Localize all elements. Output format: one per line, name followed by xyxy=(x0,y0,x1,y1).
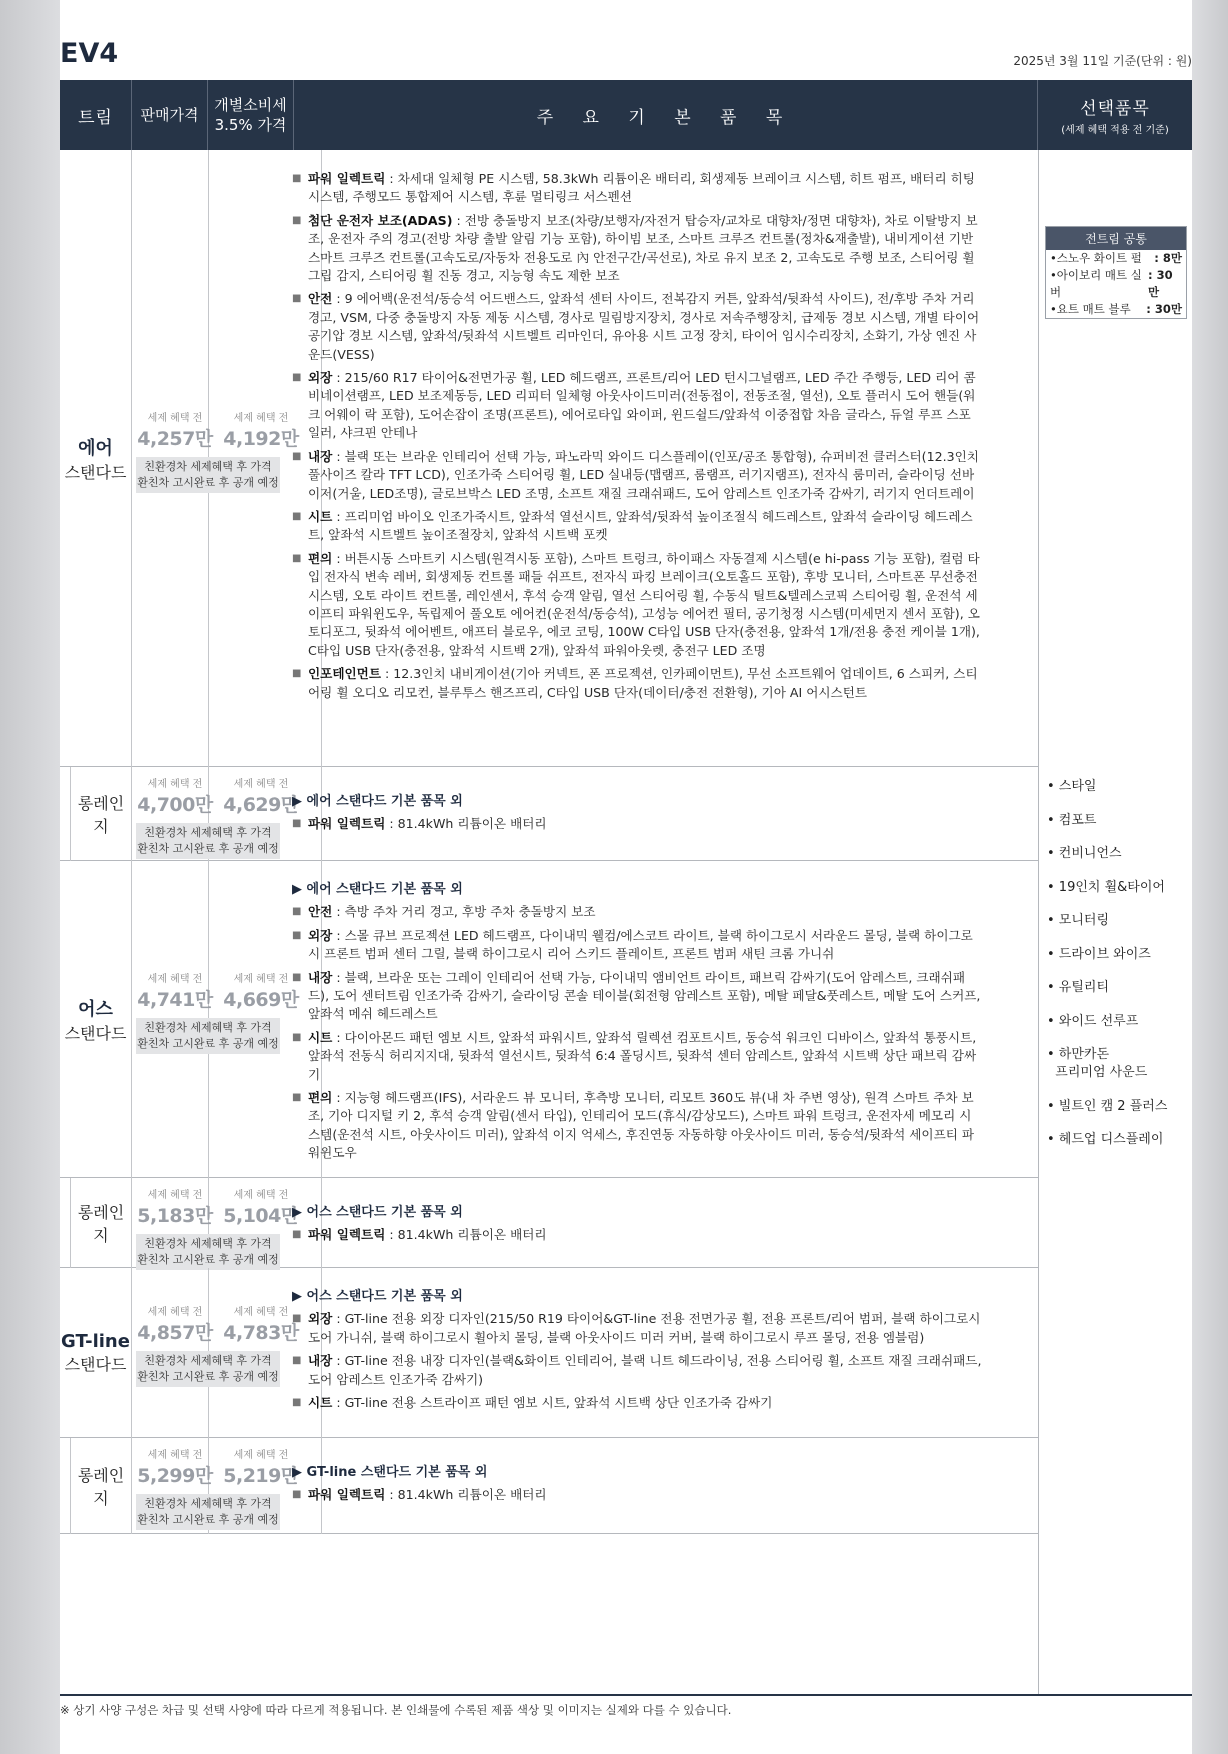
trim-name xyxy=(60,1268,132,1438)
trim-row xyxy=(60,1178,1038,1268)
tax-price-value: 4,629만 xyxy=(223,794,299,816)
price-value: 4,700만 xyxy=(137,794,213,816)
tax-price-value: 5,219만 xyxy=(223,1465,299,1487)
feature-detail: : 프리미엄 바이오 인조가죽시트, 앞좌석 열선시트, 앞좌석/뒷좌석 높이조절식 헤드레스트, 앞좌석 슬라이딩 헤드레스트, 앞좌석 시트벨트 높이조절장치, 앞좌석 시트백 포켓 xyxy=(308,508,973,543)
note-line: 친환경차 세제혜택 후 가격 xyxy=(144,1497,272,1510)
option-package: • 19인치 휠&타이어 xyxy=(1047,879,1165,895)
price-value: 5,183만 xyxy=(137,1205,213,1227)
option-list xyxy=(1047,778,1167,1165)
feature-detail: : 블랙, 브라운 또는 그레이 인테리어 선택 가능, 다이내믹 앰비언트 라이트, 패브릭 감싸기(도어 암레스트, 크래쉬패드), 도어 센터트림 인조가죽 감싸기, 슬라이딩 콘솔 테이블(회전형 암레스트 포함), 메탈 페달&풋레스트, 메탈 도어 스커프, 앞좌석 메쉬 헤드레스트 xyxy=(308,969,981,1022)
common-options-title: 전트림 공통 xyxy=(1046,227,1186,250)
price-label: 세제 혜택 전 xyxy=(147,974,203,985)
note-line: 친환경차 세제혜택 후 가격 xyxy=(144,1354,272,1367)
feature-category: 외장 xyxy=(308,370,333,386)
price-before-tax xyxy=(132,1303,218,1345)
option-package: • 하만카돈 프리미엄 사운드 xyxy=(1047,1047,1148,1080)
feature-detail: : 12.3인치 내비게이션(기아 커넥트, 폰 프로젝션, 인카페이먼트), 무선 소프트웨어 업데이트, 6 스피커, 스티어링 휠 오디오 리모컨, 블루투스 핸즈프리, C타입 USB 단자(데이터/충전 전환형), 기아 AI 어시스턴트 xyxy=(308,666,978,700)
feature-item xyxy=(292,1226,982,1244)
trim-row xyxy=(60,1438,1038,1534)
note-line: 환친차 고시완료 후 공개 예정 xyxy=(137,1253,279,1266)
price-label: 세제 혜택 전 xyxy=(147,779,203,790)
header-options: 선택품목 (세제 혜택 적용 전 기준) xyxy=(1061,99,1169,136)
note-line: 환친차 고시완료 후 공개 예정 xyxy=(137,842,279,855)
common-options-box xyxy=(1045,226,1187,319)
feature-category: 파워 일렉트릭 xyxy=(308,1487,386,1503)
feature-category: 내장 xyxy=(308,969,333,985)
feature-item xyxy=(292,815,982,833)
price-value: 4,257만 xyxy=(137,428,213,450)
common-option-item xyxy=(1046,250,1186,267)
tax-price-value: 4,192만 xyxy=(223,428,299,450)
feature-category: 시트 xyxy=(308,1029,333,1045)
price-before-tax xyxy=(132,970,218,1012)
date-note: 2025년 3월 11일 기준(단위 : 원) xyxy=(1013,54,1192,68)
feature-detail: : 버튼시동 스마트키 시스템(원격시동 포함), 스마트 트렁크, 하이패스 자동결제 시스템(e hi-pass 기능 포함), 컬럼 타입 전자식 변속 레버, 회생제동 컨트롤 패들 쉬프트, 전자식 파킹 브레이크(오토홀드 포함), 후방 모니터, 스마트폰 무선충전 시스템, 오토 라이트 컨트롤, 레인센서, 후석 승객 알림, 열선 스티어링 휠, 수동식 틸트&텔레스코픽 스티어링 휠, 운전석 세이프티 파워윈도우, 독립제어 풀오토 에어컨(운전석/동승석), 고성능 에어컨 필터, 공기청정 시스템(미세먼지 센서 포함), 오토디포그, 뒷좌석 에어벤트, 애프터 블로우, 에코 코팅, 100W C타입 USB 단자(충전용, 앞좌석 1개/전용 충전 케이블 1개), C타입 USB 단자(충전용, 앞좌석 시트백 2개), 앞좌석 파워아웃렛, 충전구 LED 조명 xyxy=(308,550,980,658)
feature-detail: : 전방 충돌방지 보조(차량/보행자/자전거 탑승자/교차로 대향차/정면 대향차), 차로 이탈방지 보조, 운전자 주의 경고(전방 차량 출발 알림 기능 포함), 하이빔 보조, 스마트 크루즈 컨트롤(정차&재출발), 내비게이션 기반 스마트 크루즈 컨트롤(고속도로/자동차 전용도로 內 안전구간/곡선로), 차로 유지 보조 2, 고속도로 주행 보조, 스티어링 휠 그립 감지, 스티어링 휠 진동 경고, 지능형 속도 제한 보조 xyxy=(308,212,978,284)
feature-detail: : 81.4kWh 리튬이온 배터리 xyxy=(385,816,547,832)
price-label: 세제 혜택 전 xyxy=(233,1307,289,1318)
feature-item xyxy=(292,927,982,964)
price-value: 4,741만 xyxy=(137,989,213,1011)
feature-category: 시트 xyxy=(308,1395,333,1411)
tax-benefit-note xyxy=(136,1351,280,1387)
feature-detail: : 81.4kWh 리튬이온 배터리 xyxy=(385,1227,547,1243)
trim-row xyxy=(60,767,1038,861)
price-label: 세제 혜택 전 xyxy=(147,1307,203,1318)
tax-benefit-note xyxy=(136,1234,280,1270)
option-package: • 컨비니언스 xyxy=(1047,846,1122,861)
feature-detail: : 다이아몬드 패턴 엠보 시트, 앞좌석 파워시트, 앞좌석 릴렉션 컴포트시트, 동승석 워크인 디바이스, 앞좌석 통풍시트, 앞좌석 전동식 허리지지대, 뒷좌석 열선시트, 뒷좌석 6:4 폴딩시트, 뒷좌석 센터 암레스트, 앞좌석 시트백 상단 패브릭 감싸기 xyxy=(308,1029,977,1082)
feature-item xyxy=(292,448,982,503)
feature-list xyxy=(292,1288,982,1417)
note-line: 환친차 고시완료 후 공개 예정 xyxy=(137,1370,279,1383)
trim-row xyxy=(60,861,1038,1178)
header-price: 판매가격 xyxy=(132,80,208,150)
trim-label: 롱레인지 xyxy=(77,794,125,836)
feature-detail: : 스몰 큐브 프로젝션 LED 헤드램프, 다이내믹 웰컴/에스코트 라이트, 블랙 하이그로시 서라운드 몰딩, 블랙 하이그로시 프론트 범퍼 센터 그릴, 블랙 하이그로시 리어 스키드 플레이트, 프론트 범퍼 새틴 크롬 가니쉬 xyxy=(308,927,973,962)
feature-item xyxy=(292,969,982,1024)
feature-detail: : 215/60 R17 타이어&전면가공 휠, LED 헤드램프, 프론트/리어 LED 턴시그널램프, LED 주간 주행등, LED 리어 콤비네이션램프, LED 보조제동등, LED 리피터 일체형 아웃사이드미러(전동접이, 전동조절, 열선), 오토 플러시 도어 핸들(워크 어웨이 락 포함), 도어손잡이 조명(프론트), 에어로타입 와이퍼, 윈드쉴드/앞좌석 이중접합 차음 글라스, 듀얼 루프 스포일러, 샤크핀 안테나 xyxy=(308,370,976,441)
feature-item xyxy=(292,1029,982,1084)
base-items-note: ▶ 어스 스탠다드 기본 품목 외 xyxy=(292,1205,463,1220)
common-option-item xyxy=(1046,301,1186,318)
feature-detail: : 블랙 또는 브라운 인테리어 선택 가능, 파노라믹 와이드 디스플레이(인포/공조 통합형), 슈퍼비전 클러스터(12.3인치 풀사이즈 칼라 TFT LCD), 인조가죽 스티어링 휠, LED 실내등(맵램프, 룸램프, 러기지램프), 전자식 룸미러, 슬라이딩 선바이저(거울, LED조명), 글로브박스 LED 조명, 소프트 재질 크래쉬패드, 도어 암레스트 인조가죽 감싸기, 러기지 언더트레이 xyxy=(308,448,979,501)
price-before-tax xyxy=(132,775,218,817)
price-before-tax xyxy=(132,1186,218,1228)
option-name: •아이보리 매트 실버 xyxy=(1050,268,1142,299)
footer-note: ※ 상기 사양 구성은 차급 및 선택 사양에 따라 다르게 적용됩니다. 본 인쇄물에 수록된 제품 색상 및 이미지는 실제와 다를 수 있습니다. xyxy=(60,1703,732,1717)
note-line: 환친차 고시완료 후 공개 예정 xyxy=(137,1037,279,1050)
feature-item xyxy=(292,903,982,921)
feature-category: 시트 xyxy=(308,508,333,524)
option-price: : 30만 xyxy=(1146,302,1182,316)
feature-list xyxy=(292,1464,982,1510)
feature-item xyxy=(292,1394,982,1412)
trim-secondary-label: 스탠다드 xyxy=(64,1024,127,1043)
price-label: 세제 혜택 전 xyxy=(147,1190,203,1201)
feature-item xyxy=(292,1486,982,1504)
common-option-item xyxy=(1046,267,1186,301)
trim-primary-label: 어스 xyxy=(78,999,113,1020)
option-package: • 빌트인 캠 2 플러스 xyxy=(1047,1098,1168,1114)
feature-category: 파워 일렉트릭 xyxy=(308,171,386,186)
price-label: 세제 혜택 전 xyxy=(233,974,289,985)
header-trim: 트림 xyxy=(60,80,132,150)
options-column xyxy=(1038,150,1192,1694)
trim-primary-label: GT-line xyxy=(61,1331,130,1352)
feature-detail: : 81.4kWh 리튬이온 배터리 xyxy=(385,1487,547,1503)
price-value: 4,857만 xyxy=(137,1322,213,1344)
feature-category: 내장 xyxy=(308,1353,333,1369)
price-label: 세제 혜택 전 xyxy=(233,1450,289,1461)
feature-detail: : 지능형 헤드램프(IFS), 서라운드 뷰 모니터, 후측방 모니터, 리모트 360도 뷰(내 차 주변 영상), 원격 스마트 주차 보조, 기아 디지털 키 2, 후석 승객 알림(센서 타입), 인테리어 모드(휴식/감상모드), 스마트 파워 트렁크, 운전자세 메모리 시스템(운전석 시트, 아웃사이드 미러), 앞좌석 이지 억세스, 후진연동 자동하향 아웃사이드 미러, 동승석/뒷좌석 세이프티 파워윈도우 xyxy=(308,1090,975,1161)
base-items-note: ▶ 어스 스탠다드 기본 품목 외 xyxy=(292,1289,463,1304)
trim-name xyxy=(70,767,132,861)
price-label: 세제 혜택 전 xyxy=(233,779,289,790)
feature-detail: : 차세대 일체형 PE 시스템, 58.3kWh 리튬이온 배터리, 회생제동 브레이크 시스템, 히트 펌프, 배터리 히팅 시스템, 주행모드 통합제어 시스템, 후륜 멀티링크 서스펜션 xyxy=(308,171,975,205)
option-name: •스노우 화이트 펄 xyxy=(1050,251,1142,265)
option-price: : 8만 xyxy=(1154,251,1182,265)
base-items-note: ▶ 에어 스탠다드 기본 품목 외 xyxy=(292,794,463,809)
header-main-items: 주 요 기 본 품 목 xyxy=(294,80,1038,150)
note-line: 친환경차 세제혜택 후 가격 xyxy=(144,826,272,839)
option-package: • 스타일 xyxy=(1047,779,1097,794)
option-package: • 모니터링 xyxy=(1047,913,1110,928)
price-label: 세제 혜택 전 xyxy=(147,1450,203,1461)
base-items-note: ▶ GT-line 스탠다드 기본 품목 외 xyxy=(292,1465,488,1480)
feature-category: 안전 xyxy=(308,291,333,307)
option-package: • 와이드 선루프 xyxy=(1047,1013,1139,1029)
tax-price-value: 5,104만 xyxy=(223,1205,299,1227)
trim-label: 롱레인지 xyxy=(77,1203,125,1245)
model-name: EV4 xyxy=(60,38,119,69)
option-package: • 유틸리티 xyxy=(1047,980,1110,995)
tax-benefit-note xyxy=(136,1018,280,1054)
tax-price-value: 4,669만 xyxy=(223,989,299,1011)
feature-category: 편의 xyxy=(308,550,333,566)
feature-category: 내장 xyxy=(308,448,333,464)
feature-item xyxy=(292,1089,982,1163)
trim-secondary-label: 스탠다드 xyxy=(64,1355,127,1374)
tax-benefit-note xyxy=(136,457,280,493)
feature-list xyxy=(292,1204,982,1250)
price-table xyxy=(60,80,1192,1694)
feature-detail: : GT-line 전용 스트라이프 패턴 엠보 시트, 앞좌석 시트백 상단 인조가죽 감싸기 xyxy=(332,1395,773,1411)
note-line: 친환경차 세제혜택 후 가격 xyxy=(144,460,272,473)
header-tax-price: 개별소비세 3.5% 가격 xyxy=(208,80,294,150)
feature-detail: : 측방 주차 거리 경고, 후방 주차 충돌방지 보조 xyxy=(332,904,596,920)
feature-item xyxy=(292,1352,982,1389)
feature-item xyxy=(292,170,982,207)
feature-item xyxy=(292,1310,982,1347)
trim-row xyxy=(60,150,1038,767)
feature-category: 안전 xyxy=(308,904,333,920)
trim-name xyxy=(70,1178,132,1268)
note-line: 환친차 고시완료 후 공개 예정 xyxy=(137,476,279,489)
price-before-tax xyxy=(132,1446,218,1488)
feature-category: 외장 xyxy=(308,927,333,943)
feature-category: 인포테인먼트 xyxy=(308,666,381,682)
trim-name xyxy=(60,861,132,1178)
feature-category: 편의 xyxy=(308,1090,333,1106)
feature-category: 첨단 운전자 보조(ADAS) xyxy=(308,212,453,228)
feature-list xyxy=(292,793,982,839)
bottom-rule xyxy=(60,1694,1192,1696)
price-label: 세제 혜택 전 xyxy=(147,413,203,424)
feature-detail: : GT-line 전용 외장 디자인(215/50 R19 타이어&GT-line 전용 전면가공 휠, 전용 프론트/리어 범퍼, 블랙 하이그로시 도어 가니쉬, 블랙 하이그로시 휠아치 몰딩, 블랙 아웃사이드 미러 커버, 블랙 하이그로시 루프 몰딩, 전용 엠블럼) xyxy=(308,1311,981,1345)
feature-detail: : GT-line 전용 내장 디자인(블랙&화이트 인테리어, 블랙 니트 헤드라이닝, 전용 스티어링 휠, 소프트 재질 크래쉬패드, 도어 암레스트 인조가죽 감싸기) xyxy=(308,1353,982,1387)
tax-price-value: 4,783만 xyxy=(223,1322,299,1344)
price-value: 5,299만 xyxy=(137,1465,213,1487)
option-price: : 30만 xyxy=(1148,268,1173,299)
tax-benefit-note xyxy=(136,823,280,859)
option-name: •요트 매트 블루 xyxy=(1050,302,1131,316)
tax-benefit-note xyxy=(136,1494,280,1530)
feature-detail: : 9 에어백(운전석/동승석 어드밴스드, 앞좌석 센터 사이드, 전복감지 커튼, 앞좌석/뒷좌석 사이드), 전/후방 주차 거리 경고, VSM, 다중 충돌방지 자동 제동 시스템, 경사로 밀림방지장치, 경사로 저속주행장치, 급제동 경보 시스템, 개별 타이어 공기압 경보 시스템, 앞좌석/뒷좌석 시트벨트 리마인더, 유아용 시트 고정 장치, 타이어 임시수리장치, 소화기, 가상 엔진 사운드(VESS) xyxy=(308,291,980,362)
option-package: • 헤드업 디스플레이 xyxy=(1047,1132,1164,1147)
trim-name xyxy=(60,150,132,767)
trim-row xyxy=(60,1268,1038,1438)
trim-label: 롱레인지 xyxy=(77,1466,125,1508)
table-header xyxy=(60,80,1192,150)
trim-primary-label: 에어 xyxy=(78,438,113,459)
feature-category: 파워 일렉트릭 xyxy=(308,1227,386,1243)
trim-name xyxy=(70,1438,132,1534)
feature-list xyxy=(292,881,982,1168)
feature-list xyxy=(292,170,982,707)
feature-item xyxy=(292,369,982,443)
note-line: 환친차 고시완료 후 공개 예정 xyxy=(137,1513,279,1526)
price-label: 세제 혜택 전 xyxy=(233,1190,289,1201)
feature-category: 파워 일렉트릭 xyxy=(308,816,386,832)
feature-item xyxy=(292,290,982,364)
feature-item xyxy=(292,665,982,702)
feature-item xyxy=(292,212,982,286)
option-package: • 컴포트 xyxy=(1047,812,1097,828)
feature-category: 외장 xyxy=(308,1311,333,1327)
price-label: 세제 혜택 전 xyxy=(233,413,289,424)
trim-secondary-label: 스탠다드 xyxy=(64,463,127,482)
base-items-note: ▶ 에어 스탠다드 기본 품목 외 xyxy=(292,882,463,897)
feature-item xyxy=(292,550,982,660)
price-before-tax xyxy=(132,409,218,451)
feature-item xyxy=(292,508,982,545)
note-line: 친환경차 세제혜택 후 가격 xyxy=(144,1237,272,1250)
note-line: 친환경차 세제혜택 후 가격 xyxy=(144,1021,272,1034)
option-package: • 드라이브 와이즈 xyxy=(1047,946,1151,962)
